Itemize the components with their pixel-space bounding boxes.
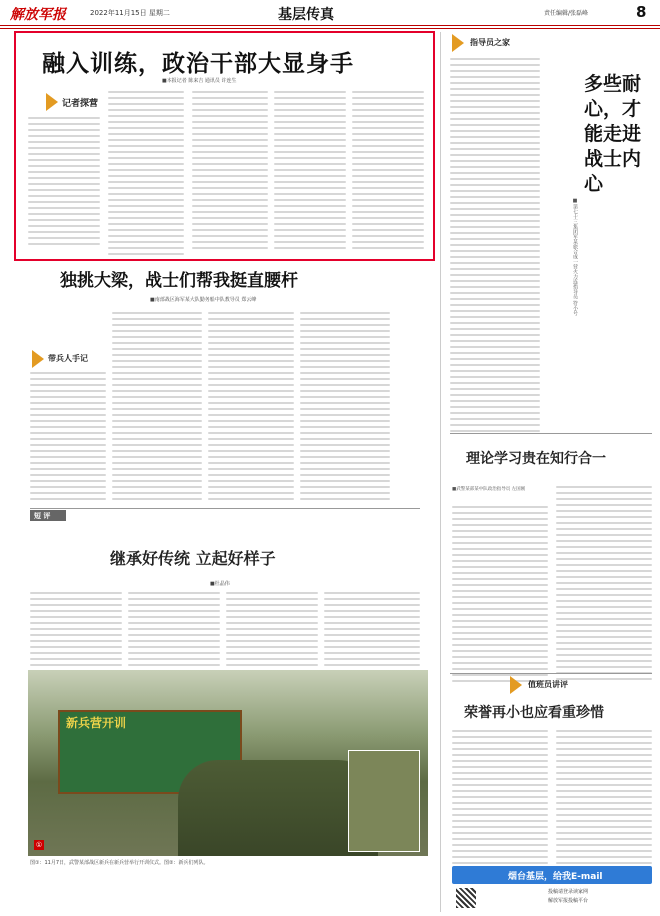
masthead-rule (0, 25, 660, 26)
lead-label (46, 93, 58, 111)
right-mid-headline: 理论学习贵在知行合一 (466, 451, 606, 467)
third-col-4 (324, 592, 420, 682)
triangle-icon (510, 676, 522, 694)
lead-byline: ■本报记者 陈来吉 通讯员 许连生 (162, 78, 237, 84)
right-bottom-col-2 (556, 730, 652, 868)
short-comment-rule (30, 508, 420, 509)
right-mid-rule (450, 433, 652, 434)
paper-logo: 解放军报 (10, 7, 66, 23)
masthead-date: 2022年11月15日 星期二 (90, 9, 170, 17)
third-col-2 (128, 592, 220, 682)
lead-col-3 (192, 91, 268, 253)
masthead-editor: 责任编辑/张磊峰 (544, 10, 589, 17)
right-bottom-col-1 (452, 730, 548, 868)
right-mid-col-2 (556, 486, 652, 684)
news-photo (28, 670, 428, 856)
short-comment-label: 短 评 (34, 512, 51, 520)
right-top-tag-icon (452, 34, 464, 52)
lead-headline: 融入训练，政治干部大显身手 (42, 51, 354, 77)
triangle-icon (46, 93, 58, 111)
lead-article (14, 31, 435, 261)
photo-banner: 新兵营开训 (66, 716, 127, 730)
triangle-icon (452, 34, 464, 52)
photo-inset (348, 750, 420, 852)
lead-col-2 (108, 77, 184, 259)
email-banner-text: 烟台基层，给我E-mail (508, 872, 603, 882)
email-banner (452, 866, 652, 884)
right-top-col-1 (450, 58, 540, 436)
second-col-4 (300, 312, 390, 504)
third-headline: 继承好传统 立起好样子 (110, 549, 276, 568)
lead-col-4 (274, 91, 346, 253)
right-bottom-tag: 值班员讲评 (528, 680, 568, 689)
triangle-icon (32, 350, 44, 368)
right-bottom-rule (450, 673, 652, 674)
lead-col-1 (28, 117, 100, 249)
masthead-rule-thin (0, 28, 660, 29)
lead-col-5 (352, 91, 424, 253)
second-label (32, 350, 44, 368)
photo-marker-1: ① (35, 841, 43, 849)
masthead (8, 4, 652, 26)
right-bottom-tag-icon (510, 676, 522, 694)
email-qr-icon (456, 888, 476, 908)
right-divider (440, 32, 441, 912)
right-bottom-headline: 荣誉再小也应看重珍惜 (464, 705, 604, 721)
right-mid-col-1 (452, 506, 548, 686)
section-title: 基层传真 (278, 7, 334, 23)
third-col-1 (30, 592, 122, 682)
page-number: 8 (636, 3, 647, 21)
right-top-byline: ■第七十三集团军某旅合成一营火力连指导员 符小号 (572, 198, 578, 316)
right-top-tag: 指导员之家 (470, 38, 510, 47)
right-mid-byline: ■武警某部某中队政治指导员 左国刚 (452, 487, 526, 492)
second-byline: ■南部战区海军某大队勤务船中队教导员 郑云峰 (150, 297, 257, 303)
lead-label-text: 记者探营 (62, 99, 99, 109)
second-col-1 (30, 372, 106, 504)
right-top-headline: 多些耐心，才能走进战士内心 (584, 73, 642, 195)
second-headline: 独挑大梁，战士们帮我挺直腰杆 (60, 271, 298, 291)
second-col-3 (208, 312, 294, 504)
second-col-2 (112, 312, 202, 504)
second-label-text: 带兵人手记 (48, 354, 88, 363)
photo-caption: 图①：11月7日，武警某部战区新兵在新兵营举行开训仪式。图②：新兵们列队。 (30, 860, 209, 866)
email-contact-1: 投稿请登录读家网 (548, 889, 589, 895)
third-byline: ■杜晶伟 (210, 581, 230, 587)
third-col-3 (226, 592, 318, 682)
email-contact-2: 解放军报投稿平台 (548, 898, 589, 904)
